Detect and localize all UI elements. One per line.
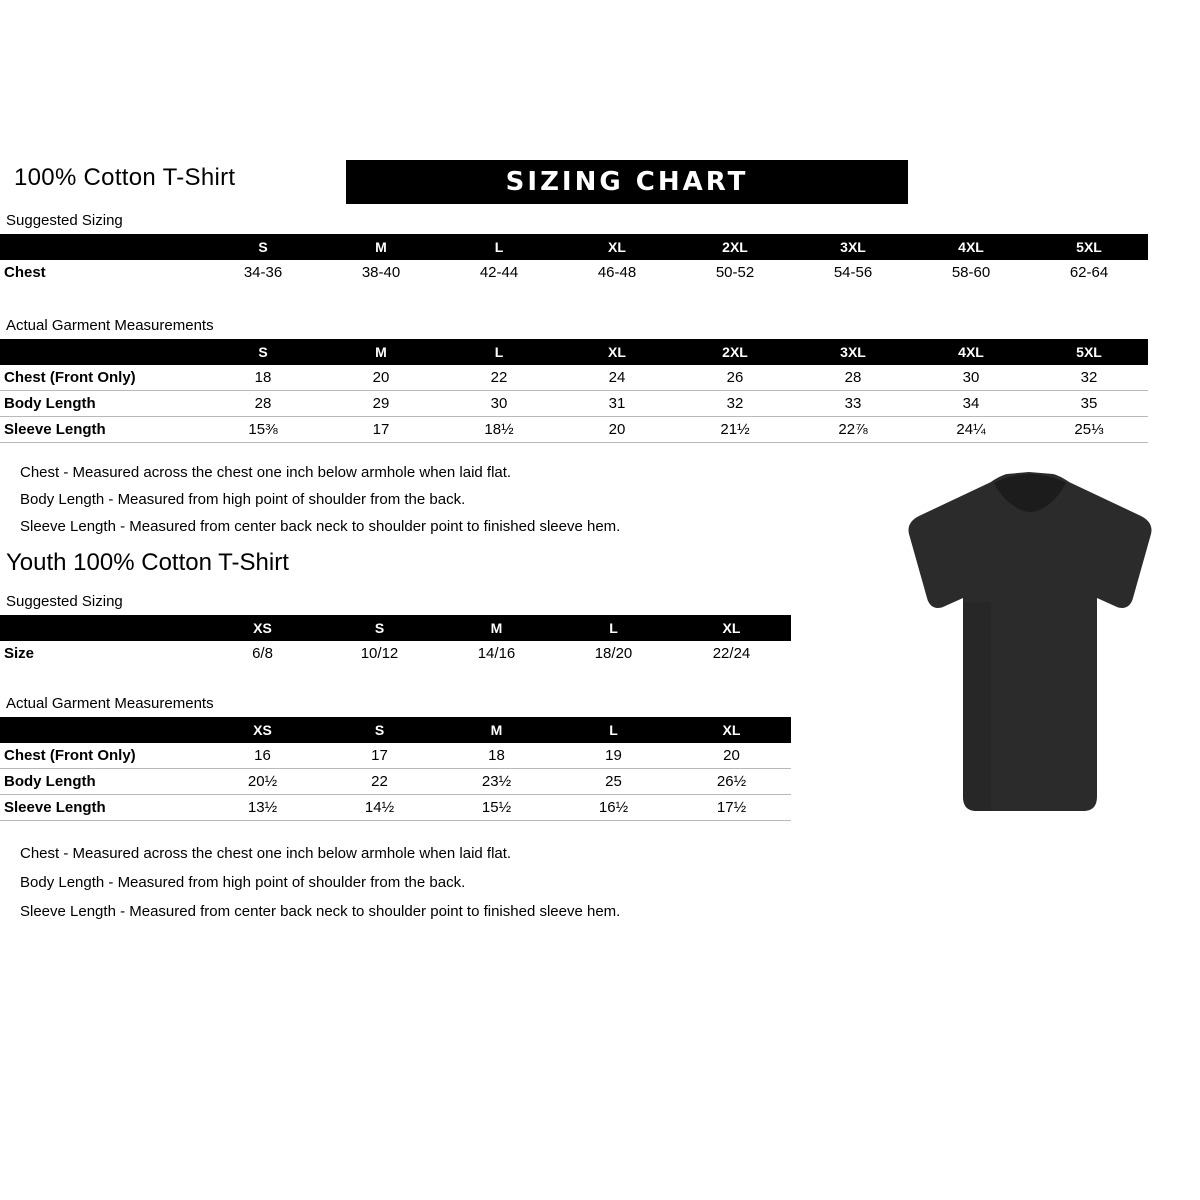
table-row (0, 417, 1148, 443)
column-header: XL (608, 239, 626, 255)
column-header-label (0, 615, 204, 641)
youth-suggested-sizing-label: Suggested Sizing (6, 593, 123, 610)
table-cell: 31 (608, 395, 626, 412)
adult-suggested-sizing-table (0, 234, 1148, 285)
table-cell: 28 (844, 369, 862, 386)
headline-row (8, 160, 908, 204)
column-header: M (375, 239, 387, 255)
column-header: 3XL (840, 239, 866, 255)
table-row (0, 365, 1148, 391)
tshirt-illustration (895, 470, 1165, 815)
row-label: Chest (Front Only) (4, 369, 136, 386)
table-cell: 20 (372, 369, 390, 386)
column-header: M (490, 620, 503, 636)
table-cell: 26 (726, 369, 744, 386)
table-header-row (0, 339, 1148, 365)
column-header: M (490, 722, 503, 738)
table-row (0, 260, 1148, 285)
column-header: XS (253, 722, 272, 738)
table-cell: 10/12 (360, 645, 399, 662)
table-cell: 30 (962, 369, 980, 386)
column-header: 5XL (1076, 344, 1102, 360)
table-cell: 17½ (716, 799, 747, 816)
column-header: XL (722, 722, 741, 738)
column-header: 2XL (722, 239, 748, 255)
table-row (0, 743, 791, 769)
table-header-row (0, 717, 791, 743)
table-cell: 16½ (598, 799, 629, 816)
adult-suggested-sizing-label: Suggested Sizing (6, 212, 123, 229)
youth-actual-measurements-table (0, 717, 791, 821)
column-header-label (0, 339, 204, 365)
table-cell: 54-56 (833, 264, 873, 281)
column-header: L (609, 722, 618, 738)
column-header-label (0, 234, 204, 260)
column-header: 2XL (722, 344, 748, 360)
table-cell: 13½ (247, 799, 278, 816)
table-cell: 38-40 (361, 264, 401, 281)
adult-actual-measurements-label: Actual Garment Measurements (6, 317, 214, 334)
table-cell: 25⅓ (1074, 421, 1104, 438)
table-cell: 6/8 (252, 645, 273, 662)
column-header: XL (722, 620, 741, 636)
table-cell: 20 (723, 747, 740, 764)
table-cell: 22 (490, 369, 508, 386)
table-row (0, 391, 1148, 417)
table-cell: 17 (371, 747, 388, 764)
table-cell: 20½ (247, 773, 278, 790)
column-header: L (609, 620, 618, 636)
table-cell: 22 (371, 773, 388, 790)
table-cell: 16 (254, 747, 271, 764)
column-header: 4XL (958, 344, 984, 360)
column-header: 5XL (1076, 239, 1102, 255)
column-header: L (494, 239, 504, 255)
table-cell: 24 (608, 369, 626, 386)
table-cell: 28 (254, 395, 272, 412)
table-cell: 30 (490, 395, 508, 412)
table-row (0, 769, 791, 795)
table-header-row (0, 234, 1148, 260)
table-cell: 18 (488, 747, 505, 764)
table-cell: 23½ (481, 773, 512, 790)
table-cell: 50-52 (715, 264, 755, 281)
table-cell: 33 (844, 395, 862, 412)
tshirt-product-image (895, 470, 1165, 815)
adult-note-chest: Chest - Measured across the chest one inch below armhole when laid flat. (20, 464, 512, 481)
youth-actual-measurements-label: Actual Garment Measurements (6, 695, 214, 712)
table-cell: 24¼ (956, 421, 986, 438)
table-cell: 42-44 (479, 264, 519, 281)
adult-note-sleeve-length: Sleeve Length - Measured from center back neck to shoulder point to finished sleeve hem. (20, 518, 621, 535)
column-header: 3XL (840, 344, 866, 360)
table-cell: 21½ (720, 421, 750, 438)
table-cell: 20 (608, 421, 626, 438)
adult-note-body-length: Body Length - Measured from high point of shoulder from the back. (20, 491, 466, 508)
table-cell: 22⅞ (838, 421, 868, 438)
row-label: Chest (Front Only) (4, 747, 136, 764)
column-header: L (494, 344, 504, 360)
table-header-row (0, 615, 791, 641)
youth-note-chest: Chest - Measured across the chest one inch below armhole when laid flat. (20, 845, 512, 862)
sizing-chart-banner-label: SIZING CHART (505, 167, 749, 197)
table-cell: 15⅜ (248, 421, 278, 438)
table-cell: 46-48 (597, 264, 637, 281)
row-label: Size (4, 645, 35, 662)
column-header: S (258, 239, 268, 255)
table-cell: 34 (962, 395, 980, 412)
table-cell: 32 (726, 395, 744, 412)
table-cell: 35 (1080, 395, 1098, 412)
row-label: Sleeve Length (4, 799, 106, 816)
table-cell: 29 (372, 395, 390, 412)
column-header: 4XL (958, 239, 984, 255)
youth-suggested-sizing-table (0, 615, 791, 666)
row-label: Body Length (4, 395, 96, 412)
column-header: S (258, 344, 268, 360)
row-label: Body Length (4, 773, 96, 790)
table-cell: 18½ (484, 421, 514, 438)
sizing-chart-banner (346, 160, 908, 204)
column-header: S (374, 620, 385, 636)
youth-note-body-length: Body Length - Measured from high point of shoulder from the back. (20, 874, 466, 891)
table-cell: 19 (605, 747, 622, 764)
table-cell: 15½ (481, 799, 512, 816)
row-label: Sleeve Length (4, 421, 106, 438)
table-cell: 14½ (364, 799, 395, 816)
table-cell: 34-36 (243, 264, 283, 281)
youth-note-sleeve-length: Sleeve Length - Measured from center back neck to shoulder point to finished sleeve hem. (20, 903, 621, 920)
table-row (0, 795, 791, 821)
table-cell: 17 (372, 421, 390, 438)
column-header-label (0, 717, 204, 743)
table-cell: 58-60 (951, 264, 991, 281)
table-cell: 18/20 (594, 645, 633, 662)
youth-product-title: Youth 100% Cotton T-Shirt (6, 549, 289, 576)
row-label: Chest (4, 264, 46, 281)
table-cell: 26½ (716, 773, 747, 790)
table-cell: 22/24 (712, 645, 751, 662)
adult-actual-measurements-table (0, 339, 1148, 443)
column-header: XS (253, 620, 272, 636)
column-header: S (374, 722, 385, 738)
table-cell: 14/16 (477, 645, 516, 662)
column-header: XL (608, 344, 626, 360)
table-cell: 32 (1080, 369, 1098, 386)
table-cell: 62-64 (1069, 264, 1109, 281)
table-cell: 18 (254, 369, 272, 386)
table-row (0, 641, 791, 666)
adult-product-title: 100% Cotton T-Shirt (14, 164, 236, 191)
column-header: M (375, 344, 387, 360)
table-cell: 25 (605, 773, 622, 790)
